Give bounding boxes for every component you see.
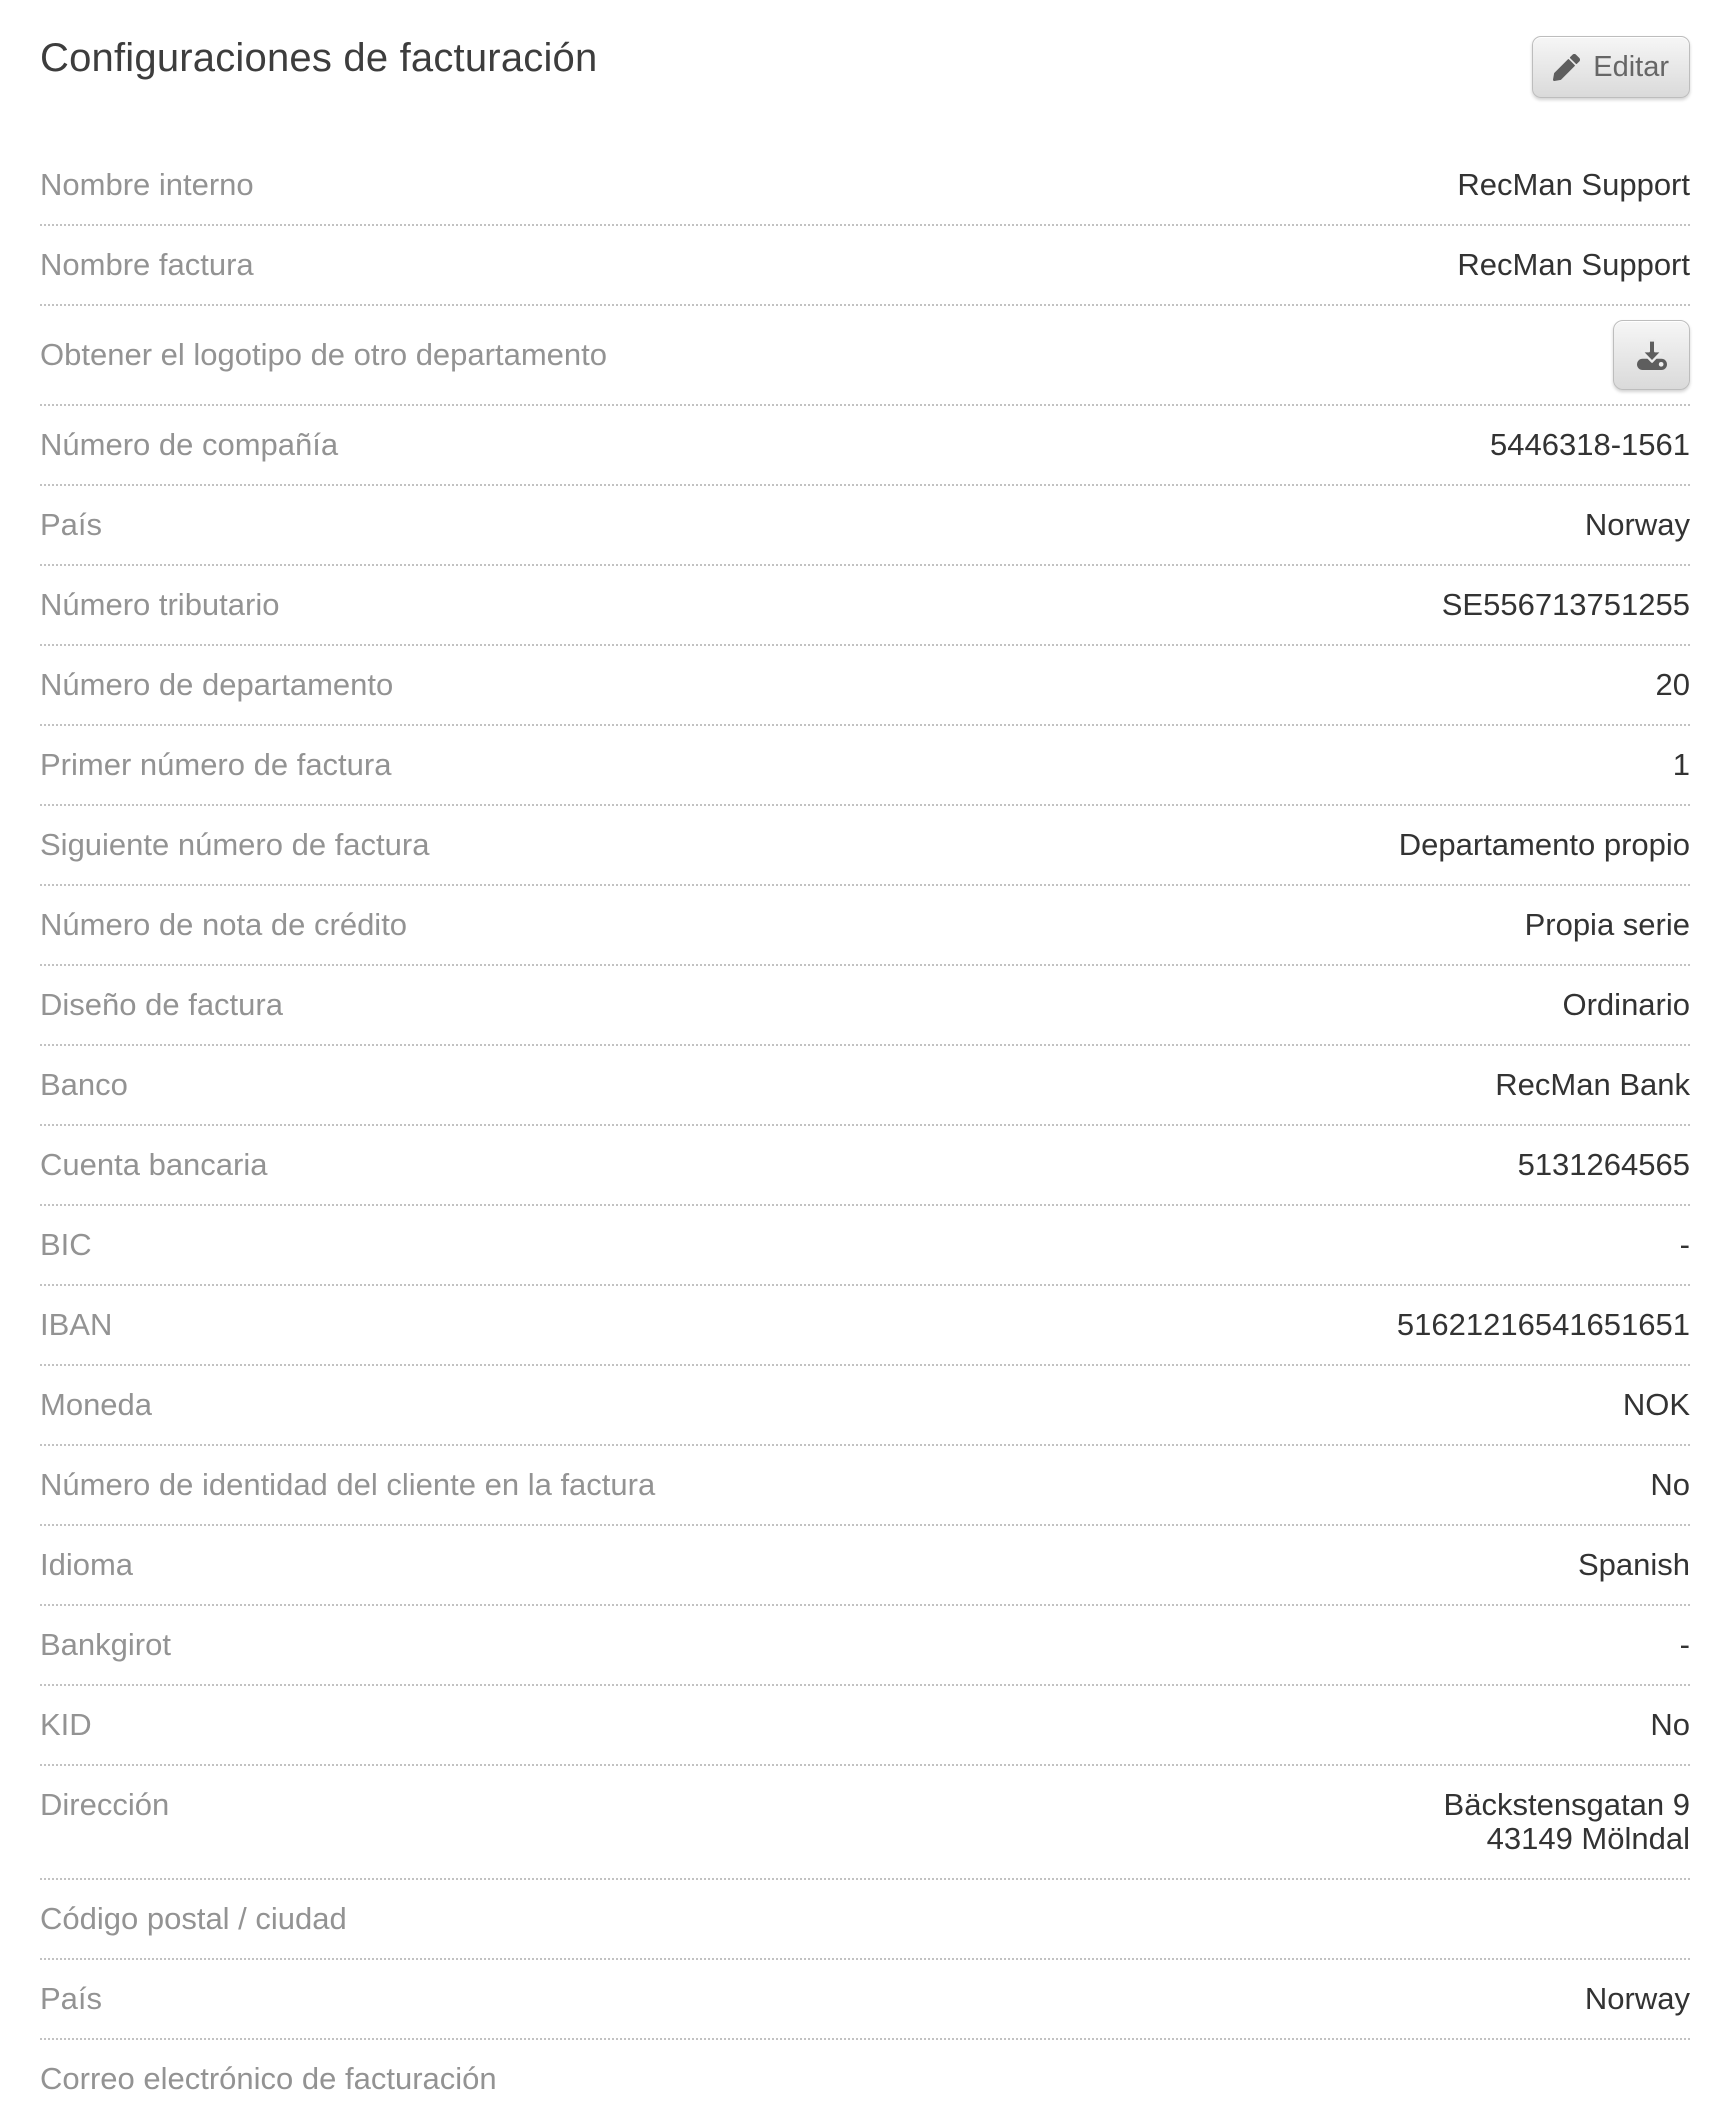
row-value: 51621216541651651 bbox=[1396, 1307, 1690, 1342]
settings-row bbox=[40, 726, 1690, 806]
row-label: Banco bbox=[40, 1067, 128, 1102]
settings-row bbox=[40, 146, 1690, 226]
row-value: No bbox=[1650, 1467, 1690, 1502]
row-value-line: Bäckstensgatan 9 bbox=[1443, 1787, 1690, 1822]
row-value: RecMan Support bbox=[1457, 167, 1690, 202]
settings-row bbox=[40, 1126, 1690, 1206]
settings-row bbox=[40, 1880, 1690, 1960]
row-label: Código postal / ciudad bbox=[40, 1901, 347, 1936]
row-value bbox=[1444, 1788, 1690, 1856]
row-value: 1 bbox=[1672, 747, 1690, 782]
row-label: Número de compañía bbox=[40, 427, 339, 462]
row-label: Número de identidad del cliente en la factura bbox=[40, 1467, 656, 1502]
settings-row bbox=[40, 1366, 1690, 1446]
edit-button-label: Editar bbox=[1593, 50, 1669, 83]
settings-row bbox=[40, 1686, 1690, 1766]
row-label: KID bbox=[40, 1707, 92, 1742]
settings-row bbox=[40, 806, 1690, 886]
row-label: País bbox=[40, 507, 103, 542]
row-value: - bbox=[1679, 1627, 1690, 1662]
row-value: Departamento propio bbox=[1398, 827, 1690, 862]
settings-row bbox=[40, 1526, 1690, 1606]
settings-row bbox=[40, 886, 1690, 966]
settings-list bbox=[40, 146, 1690, 2118]
settings-row bbox=[40, 1046, 1690, 1126]
row-value: - bbox=[1679, 1227, 1690, 1262]
row-label: Correo electrónico de facturación bbox=[40, 2061, 497, 2096]
settings-row bbox=[40, 406, 1690, 486]
settings-row bbox=[40, 486, 1690, 566]
settings-row bbox=[40, 1286, 1690, 1366]
row-label: Nombre factura bbox=[40, 247, 254, 282]
row-value: RecMan Support bbox=[1457, 247, 1690, 282]
settings-row bbox=[40, 566, 1690, 646]
row-label: Bankgirot bbox=[40, 1627, 171, 1662]
page-header bbox=[40, 0, 1690, 98]
row-value: Norway bbox=[1584, 1981, 1690, 2016]
settings-row bbox=[40, 1446, 1690, 1526]
settings-row bbox=[40, 226, 1690, 306]
settings-row bbox=[40, 2040, 1690, 2118]
row-value: SE556713751255 bbox=[1441, 587, 1690, 622]
download-icon bbox=[1632, 335, 1672, 375]
settings-row bbox=[40, 966, 1690, 1046]
row-value: Norway bbox=[1584, 507, 1690, 542]
row-value: 5446318-1561 bbox=[1490, 427, 1690, 462]
settings-row bbox=[40, 1960, 1690, 2040]
row-label: Idioma bbox=[40, 1547, 134, 1582]
page-title: Configuraciones de facturación bbox=[40, 36, 598, 80]
billing-settings-page bbox=[40, 0, 1690, 2118]
row-value: Spanish bbox=[1577, 1547, 1690, 1582]
settings-row bbox=[40, 306, 1690, 406]
row-label: Nombre interno bbox=[40, 167, 254, 202]
row-value: Ordinario bbox=[1562, 987, 1690, 1022]
row-value-line: 43149 Mölndal bbox=[1486, 1821, 1690, 1856]
row-label: BIC bbox=[40, 1227, 92, 1262]
row-value: NOK bbox=[1622, 1387, 1690, 1422]
pencil-icon bbox=[1553, 54, 1580, 81]
row-label: IBAN bbox=[40, 1307, 113, 1342]
edit-button[interactable] bbox=[1532, 36, 1690, 98]
row-value: No bbox=[1650, 1707, 1690, 1742]
row-label: Diseño de factura bbox=[40, 987, 283, 1022]
row-value: 5131264565 bbox=[1517, 1147, 1690, 1182]
row-label: Dirección bbox=[40, 1787, 170, 1822]
row-label: País bbox=[40, 1981, 103, 2016]
settings-row bbox=[40, 1766, 1690, 1880]
row-label: Obtener el logotipo de otro departamento bbox=[40, 337, 607, 372]
settings-row bbox=[40, 646, 1690, 726]
row-label: Moneda bbox=[40, 1387, 153, 1422]
row-label: Cuenta bancaria bbox=[40, 1147, 268, 1182]
row-label: Siguiente número de factura bbox=[40, 827, 430, 862]
settings-row bbox=[40, 1206, 1690, 1286]
row-value: 20 bbox=[1655, 667, 1690, 702]
row-value: RecMan Bank bbox=[1495, 1067, 1690, 1102]
download-logo-button[interactable] bbox=[1613, 320, 1690, 390]
settings-row bbox=[40, 1606, 1690, 1686]
row-label: Número de departamento bbox=[40, 667, 394, 702]
row-label: Número tributario bbox=[40, 587, 280, 622]
row-label: Primer número de factura bbox=[40, 747, 392, 782]
row-label: Número de nota de crédito bbox=[40, 907, 408, 942]
row-value: Propia serie bbox=[1524, 907, 1690, 942]
